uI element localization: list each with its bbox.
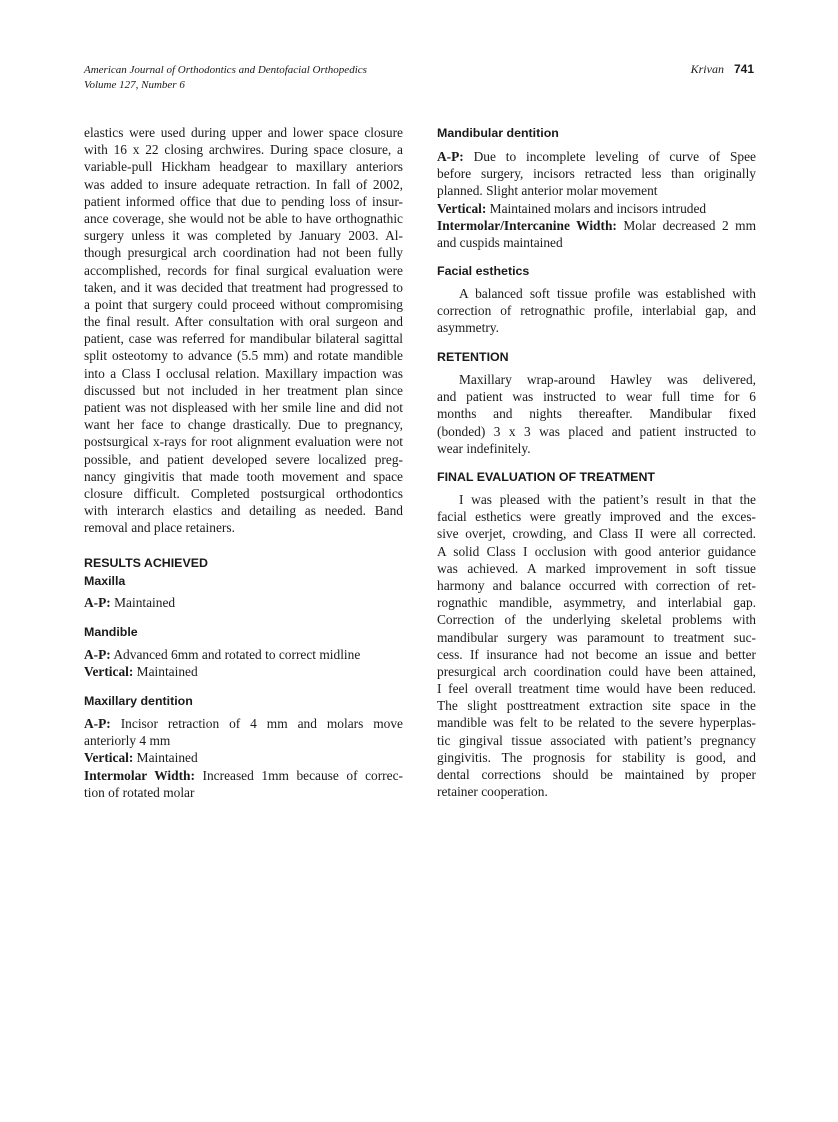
text-line: tic gingival tissue associated with patient’s pregnancy [437, 732, 756, 748]
inline-text: Maintained [133, 664, 198, 680]
text-line: facial esthetics were greatly improved and the exces- [437, 509, 756, 525]
inline-text: Due to incomplete leveling of curve of Spee [463, 149, 756, 164]
text-line [437, 148, 756, 165]
subheading-mandibular-dentition: Mandibular dentition [437, 126, 559, 140]
text-line [84, 767, 403, 784]
text-line: and cuspids maintained [437, 234, 563, 250]
inline-text: Maintained [133, 750, 198, 766]
text-line: was added to insure adequate retraction. In fall of 2002, [84, 176, 403, 192]
author-name: Krivan [690, 62, 724, 76]
maxdent-vertical [84, 749, 403, 766]
retention-paragraph [437, 371, 756, 457]
subheading-facial-esthetics: Facial esthetics [437, 264, 530, 278]
text-line: Maxillary wrap-around Hawley was delivered, [459, 372, 756, 387]
inline-text: Molar decreased 2 mm [616, 217, 756, 233]
inline-text: Increased 1mm because of correc- [194, 767, 403, 783]
text-line: want her face to change drastically. Due to pregnancy, [84, 417, 403, 433]
text-line: nancy gingivitis that made tooth movement and space [84, 468, 403, 484]
text-line [437, 200, 756, 217]
maxdent-ap [84, 715, 403, 749]
text-line: variable-pull Hickham headgear to maxillary anteriors [84, 159, 403, 175]
text-line: patient was not displeased with her smile line and did not [84, 400, 403, 415]
text-line: I was pleased with the patient’s result in that the [459, 492, 756, 507]
page-number: 741 [733, 62, 754, 76]
inline-label: A-P: [84, 595, 111, 610]
text-line: I feel overall treatment time would have been reduced. [437, 681, 756, 697]
facial-paragraph [437, 285, 756, 337]
text-line: sive overjet, crowding, and Class II were all corrected. [437, 526, 756, 542]
text-line: elastics were used during upper and lower space closure [84, 125, 403, 140]
text-line: with interarch elastics and detailing as needed. Band [84, 503, 403, 519]
mandent-vertical [437, 200, 756, 217]
subheading-mandible: Mandible [84, 625, 138, 639]
text-line: mandible was felt to be related to the severe hyperplas- [437, 715, 756, 731]
final-evaluation-paragraph [437, 491, 756, 800]
text-line [84, 749, 403, 766]
inline-text: Maintained [110, 595, 176, 610]
journal-volume: Volume 127, Number 6 [84, 79, 185, 91]
text-line: presurgical arch coordination could have been attained, [437, 663, 756, 679]
inline-text: Advanced 6mm and rotated to correct midline [110, 647, 361, 662]
text-line: dental corrections should be maintained by proper [437, 767, 756, 782]
text-line: removal and place retainers. [84, 520, 235, 536]
text-line: split osteotomy to advance (5.5 mm) and rotate mandible [84, 348, 403, 364]
text-line: into a Class I occlusal relation. Maxillary impaction was [84, 365, 403, 381]
text-line: wear indefinitely. [437, 440, 531, 456]
text-line [84, 715, 403, 732]
text-line [84, 646, 403, 663]
text-line: discussed but not included in her treatment plan since [84, 382, 403, 398]
text-line: patient, case was referred for mandibular bilateral sagittal [84, 331, 403, 347]
subheading-maxillary-dentition: Maxillary dentition [84, 694, 193, 708]
inline-text: Maintained molars and incisors intruded [486, 200, 707, 216]
header-right [691, 62, 754, 77]
mandent-width [437, 217, 756, 251]
text-line: cess. If insurance had not become an issue and better [437, 646, 756, 662]
inline-label: Vertical: [84, 750, 134, 766]
section-heading-results: RESULTS ACHIEVED [84, 556, 208, 570]
text-line: the final result. After consultation with oral surgeon and [84, 314, 403, 330]
text-line: with 16 x 22 closing archwires. During space closure, a [84, 142, 403, 158]
text-line: patient informed office that due to pending loss of insur- [84, 193, 403, 209]
text-line: ance coverage, she would not be able to have orthognathic [84, 210, 403, 226]
inline-label: Intermolar/Intercanine Width: [437, 217, 617, 233]
mandent-ap [437, 148, 756, 200]
mandible-vertical [84, 663, 403, 680]
text-line: anteriorly 4 mm [84, 733, 171, 749]
inline-label: Vertical: [437, 200, 487, 216]
text-line: gingivitis. The prognosis for stability is good, and [437, 749, 756, 765]
text-line: harmony and balance occurred with correction of ret- [437, 577, 756, 593]
text-line: and patient was instructed to wear full time for 6 [437, 389, 756, 405]
text-line: a point that surgery could proceed without compromising [84, 296, 403, 312]
text-line: Correction of the underlying skeletal problems with [437, 612, 756, 628]
mandible-ap [84, 646, 403, 663]
inline-label: A-P: [84, 716, 111, 731]
text-line: (bonded) 3 x 3 was placed and patient instructed to [437, 423, 756, 439]
text-line: A balanced soft tissue profile was established with [459, 286, 756, 301]
text-line: surgery unless it was completed by January 2003. Al- [84, 228, 403, 244]
text-line: tion of rotated molar [84, 784, 195, 800]
body-paragraph [84, 124, 403, 537]
subheading-maxilla: Maxilla [84, 574, 126, 588]
inline-label: Intermolar Width: [84, 767, 195, 783]
text-line: The slight posttreatment extraction site space in the [437, 698, 756, 714]
text-line: A solid Class I occlusion with good anterior guidance [437, 543, 756, 559]
text-line: months and nights thereafter. Mandibular fixed [437, 406, 756, 422]
inline-label: A-P: [84, 647, 111, 662]
text-line: closure difficult. Completed postsurgical orthodontics [84, 485, 403, 501]
text-line: though presurgical arch coordination had not been fully [84, 245, 403, 261]
inline-label: Vertical: [84, 664, 134, 680]
text-line [84, 663, 403, 680]
running-header [84, 63, 367, 93]
text-line: was achieved. A marked improvement in soft tissue [437, 560, 756, 576]
text-line: taken, and it was decided that treatment had progressed to [84, 279, 403, 295]
text-line: mandibular surgery was paramount to treatment suc- [437, 629, 756, 645]
text-line: possible, and patient developed severe localized preg- [84, 451, 403, 467]
text-line: asymmetry. [437, 320, 499, 336]
text-line: postsurgical x-rays for root alignment evaluation were not [84, 434, 403, 450]
maxdent-width [84, 767, 403, 801]
text-line: accomplished, records for final surgical evaluation were [84, 262, 403, 278]
section-heading-retention: RETENTION [437, 350, 509, 364]
inline-text: Incisor retraction of 4 mm and molars move [110, 716, 403, 731]
section-heading-final-evaluation: FINAL EVALUATION OF TREATMENT [437, 470, 655, 484]
text-line [437, 217, 756, 234]
maxilla-ap [84, 594, 403, 611]
text-line: retainer cooperation. [437, 784, 548, 800]
text-line: before surgery, incisors retracted less than originally [437, 166, 756, 182]
inline-label: A-P: [437, 149, 464, 164]
text-line [84, 594, 403, 611]
text-line: rognathic mandible, asymmetry, and interlabial gap. [437, 595, 756, 611]
text-line: correction of retrognathic profile, interlabial gap, and [437, 303, 756, 319]
journal-title: American Journal of Orthodontics and Dentofacial Orthopedics [84, 64, 367, 76]
text-line: planned. Slight anterior molar movement [437, 183, 658, 199]
